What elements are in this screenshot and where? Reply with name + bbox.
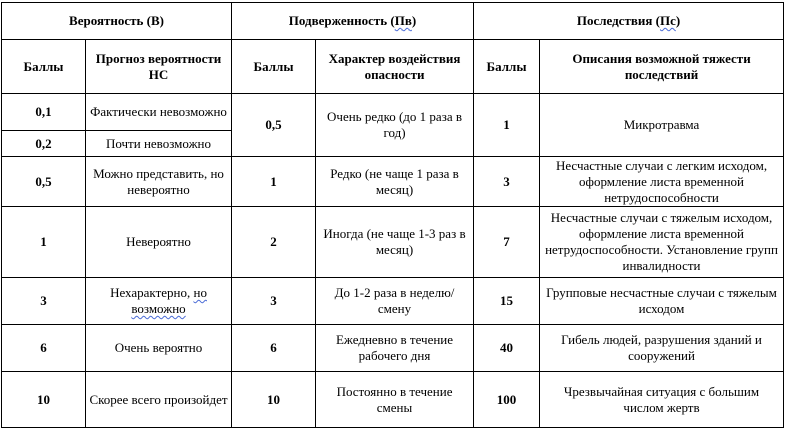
probability-score: 1 — [2, 207, 86, 278]
exposure-character: Постоянно в течение смены — [316, 372, 474, 428]
header-consequences-post: ) — [675, 13, 681, 28]
header-exposure-post: ) — [411, 13, 417, 28]
exposure-character: Иногда (не чаще 1-3 раз в месяц) — [316, 207, 474, 278]
header-probability: Вероятность (В) — [2, 3, 232, 40]
probability-score: 6 — [2, 325, 86, 372]
header-consequences-abbr: Пс — [659, 13, 676, 28]
probability-forecast — [86, 278, 232, 325]
table-row — [2, 94, 784, 131]
consequence-description: Микротравма — [540, 94, 784, 157]
table-row — [2, 207, 784, 278]
subheader-score-consequences: Баллы — [474, 40, 540, 94]
probability-score: 0,2 — [2, 131, 86, 157]
consequence-score: 7 — [474, 207, 540, 278]
exposure-score: 6 — [232, 325, 316, 372]
consequence-score: 3 — [474, 157, 540, 207]
table-row — [2, 157, 784, 207]
probability-score: 0,5 — [2, 157, 86, 207]
subheader-score-probability: Баллы — [2, 40, 86, 94]
risk-assessment-table — [1, 2, 784, 428]
forecast-text-start: Нехарактерно, — [110, 285, 194, 300]
probability-forecast: Невероятно — [86, 207, 232, 278]
table-row — [2, 372, 784, 428]
probability-forecast: Очень вероятно — [86, 325, 232, 372]
subheader-forecast: Прогноз вероятности НС — [86, 40, 232, 94]
consequence-description: Гибель людей, разрушения зданий и сооружений — [540, 325, 784, 372]
exposure-character: Очень редко (до 1 раза в год) — [316, 94, 474, 157]
group-header-row — [2, 3, 784, 40]
probability-score: 10 — [2, 372, 86, 428]
probability-forecast: Можно представить, но невероятно — [86, 157, 232, 207]
probability-forecast: Почти невозможно — [86, 131, 232, 157]
header-exposure-abbr: Пв — [394, 13, 412, 28]
exposure-character: Ежедневно в течение рабочего дня — [316, 325, 474, 372]
table-row — [2, 278, 784, 325]
subheader-severity: Описания возможной тяжести последствий — [540, 40, 784, 94]
header-consequences-pre: Последствия ( — [576, 13, 660, 28]
consequence-score: 40 — [474, 325, 540, 372]
probability-score: 0,1 — [2, 94, 86, 131]
subheader-row — [2, 40, 784, 94]
exposure-character: До 1-2 раза в неделю/смену — [316, 278, 474, 325]
exposure-score: 1 — [232, 157, 316, 207]
consequence-description: Несчастные случаи с легким исходом, оформление листа временной нетрудоспособности — [540, 157, 784, 207]
consequence-score: 1 — [474, 94, 540, 157]
probability-forecast: Скорее всего произойдет — [86, 372, 232, 428]
consequence-description: Несчастные случаи с тяжелым исходом, оформление листа временной нетрудоспособности. Установление групп инвалидности — [540, 207, 784, 278]
consequence-description: Чрезвычайная ситуация с большим числом жертв — [540, 372, 784, 428]
subheader-score-exposure: Баллы — [232, 40, 316, 94]
header-exposure — [232, 3, 474, 40]
consequence-description: Групповые несчастные случаи с тяжелым исходом — [540, 278, 784, 325]
consequence-score: 15 — [474, 278, 540, 325]
exposure-score: 10 — [232, 372, 316, 428]
table-row — [2, 325, 784, 372]
exposure-score: 2 — [232, 207, 316, 278]
forecast-text-flagged-1: но — [193, 285, 207, 300]
exposure-character: Редко (не чаще 1 раза в месяц) — [316, 157, 474, 207]
exposure-score: 0,5 — [232, 94, 316, 157]
subheader-character: Характер воздействия опасности — [316, 40, 474, 94]
probability-score: 3 — [2, 278, 86, 325]
header-exposure-pre: Подверженность ( — [288, 13, 395, 28]
forecast-text-flagged-2: возможно — [131, 301, 186, 316]
exposure-score: 3 — [232, 278, 316, 325]
header-consequences — [474, 3, 784, 40]
consequence-score: 100 — [474, 372, 540, 428]
probability-forecast: Фактически невозможно — [86, 94, 232, 131]
